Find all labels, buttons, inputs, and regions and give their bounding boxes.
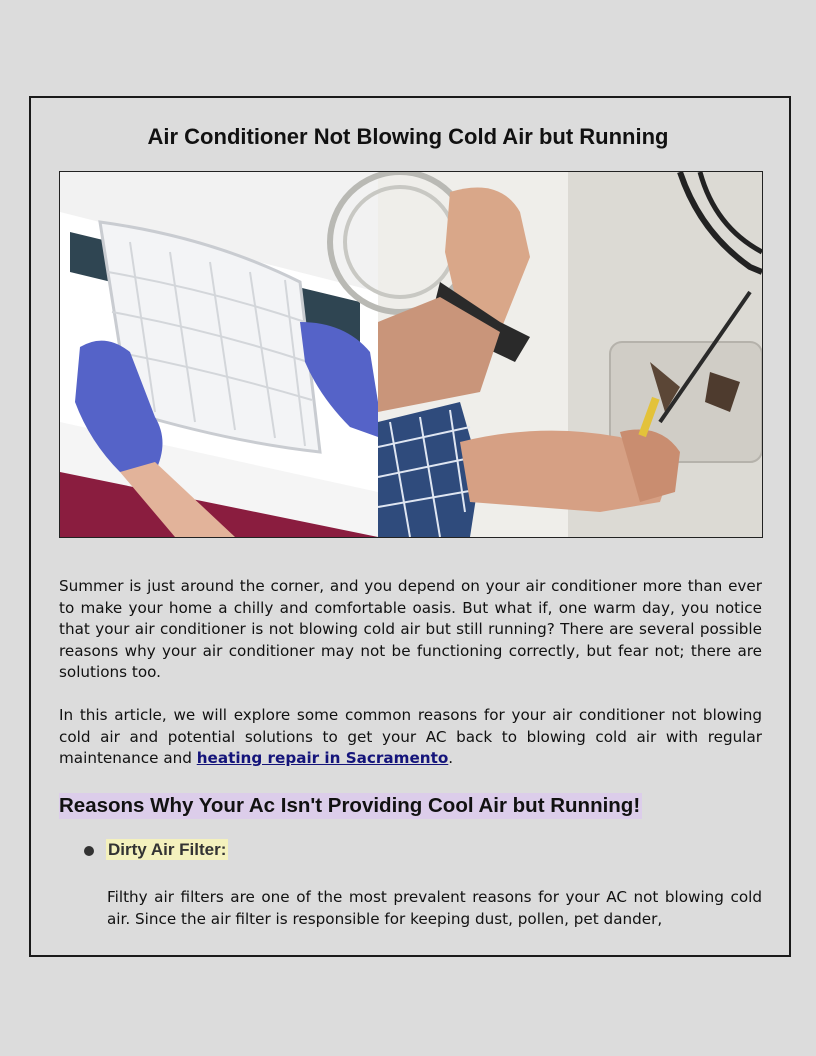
article-text: In this article, we will explore some common reasons for your air conditioner not blowing cold air and potential solutions to get your AC back to blowing cold air with regular maintenance and xyxy=(59,706,762,767)
page-title: Air Conditioner Not Blowing Cold Air but Running xyxy=(147,124,669,149)
ac-maintenance-photo-icon xyxy=(60,172,762,537)
bullet-heading-text: Dirty Air Filter: xyxy=(108,840,227,859)
section-heading-text: Reasons Why Your Ac Isn't Providing Cool Air but Running! xyxy=(59,794,641,817)
bullet-icon xyxy=(84,846,94,856)
outdoor-unit-repair-photo-icon xyxy=(330,172,762,537)
heating-repair-link[interactable]: heating repair in Sacramento xyxy=(196,749,449,767)
bullet-heading xyxy=(106,840,228,860)
section-heading xyxy=(59,794,642,818)
intro-paragraph: Summer is just around the corner, and you depend on your air conditioner more than ever to make your home a chilly and comfortable oasis. But what if, one warm day, you notice that your air conditioner is not blowing cold air but still running? There are several possible reasons why your air conditioner may not be functioning correctly, but fear not; there are solutions too. xyxy=(59,577,762,681)
article-text-end: . xyxy=(448,749,454,767)
hero-image xyxy=(59,171,763,538)
article-paragraph xyxy=(59,705,762,770)
bullet-paragraph: Filthy air filters are one of the most prevalent reasons for your AC not blowing cold air. Since the air filter is responsible for keeping dust, pollen, pet dander, xyxy=(107,888,762,928)
